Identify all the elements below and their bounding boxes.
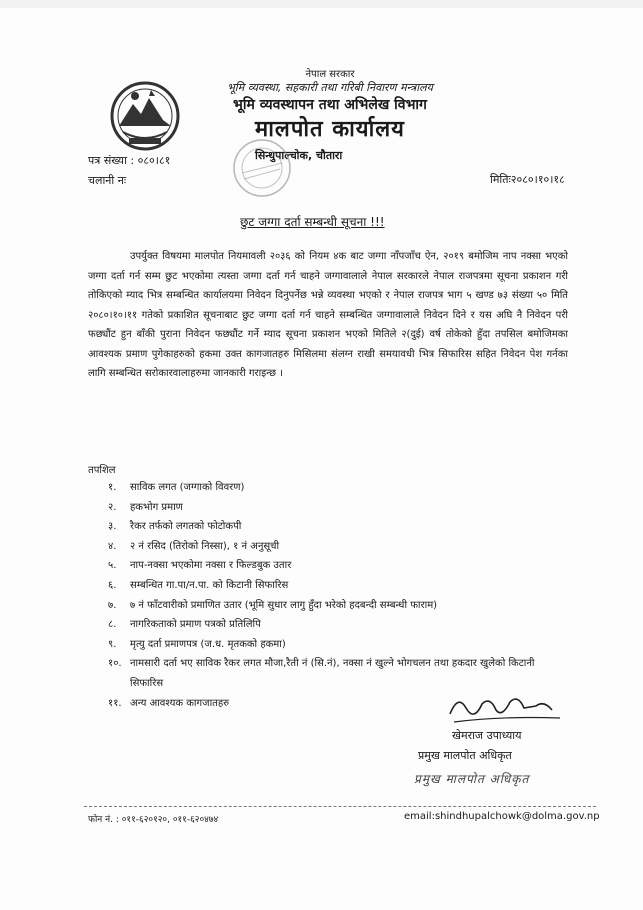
office-title: मालपोत कार्यालय <box>255 117 405 142</box>
office-place: सिन्धुपाल्चोक, चौतारा <box>255 149 343 162</box>
dispatch-number: चलानी नः <box>88 174 127 187</box>
list-title: तपशिल <box>88 465 116 476</box>
list-item: ३. रैकर तर्फको लगतको फोटोकपी <box>108 521 242 533</box>
list-item: ५. नाप-नक्सा भएकोमा नक्सा र फिल्डबुक उतार <box>108 560 292 572</box>
department-label: भूमि व्यवस्थापन तथा अभिलेख विभाग <box>233 97 427 113</box>
list-item: ८. नागरिकताको प्रमाण पत्रको प्रतिलिपि <box>108 619 261 631</box>
list-item: ७. ७ नं फाँटवारीको प्रमाणित उतार (भूमि सुधार लागु हुँदा भरेको हदबन्दी सम्बन्धी फाराम) <box>108 599 438 611</box>
footer-email: email:shindhupalchowk@dolma.gov.np <box>404 811 600 822</box>
notice-body: उपर्युक्त विषयमा मालपोत नियमावली २०३६ को नियम ४क बाट जग्गा नाँपजाँच ऐन, २०१९ बमोजिम नाप नक्सा भएको जग्गा दर्ता गर्न सम्म छुट भएकोमा त्यस्ता जग्गा दर्ता गर्न चाहने जग्गावालाले नेपाल सरकारले नेपाल राजपत्रमा सूचना प्रकाशन गरी तोकिएको म्याद भित्र सम्बन्धित कार्यालयमा निवेदन दिनुपर्नेछ भन्ने व्यवस्था भएको र नेपाल राजपत्र भाग ५ खण्ड ७३ संख्या ५० मिति २०८०।१०।११ गतेको प्रकाशित सूचनाबाट छुट जग्गा दर्ता गर्न चाहने सम्बन्धित जग्गावालाले निवेदन दिने र यस अघि नै निवेदन परी फछ्यौंट हुन बाँकी पुराना निवेदन फछ्यौंट गर्ने म्याद सूचना प्रकाशन भएको मितिले २(दुई) वर्ष तोकेको हुँदा तपसिल बमोजिमका आवश्यक प्रमाण पुगेकाहरुको हकमा उक्त कागजातहरु मिसिलमा संलग्न राखी समयावधी भित्र सिफारिस सहित निवेदन पेश गर्नका लागि सम्बन्धित सरोकारवालाहरुमा जानकारी गराइन्छ । <box>88 251 568 379</box>
list-item: ६. सम्बन्धित गा.पा/न.पा. को किटानी सिफारिस <box>108 579 289 591</box>
government-label: नेपाल सरकार <box>305 69 355 80</box>
footer-phone: फोन नं. : ०११-६२०१२०, ०११-६२०४७४ <box>88 815 219 825</box>
letter-date: मितिः२०८०।१०।१८ <box>490 173 565 186</box>
signatory-title-stamp: प्रमुख मालपोत अधिकृत <box>414 772 530 786</box>
list-item: ११. अन्य आवश्यक कागजातहरु <box>108 697 230 709</box>
list-item: १. साविक लगत (जग्गाको विवरण) <box>108 482 245 493</box>
footer-divider <box>84 806 596 807</box>
signatory-name: खेमराज उपाध्याय <box>452 729 522 742</box>
list-item: १०. नामसारी दर्ता भए साविक रैकर लगत मौजा,रैती नं (सि.नं), नक्सा नं खुल्ने भोगचलन तथा हकदार खुलेको किटानी सिफारिस <box>108 658 535 689</box>
notice-subject: छुट जग्गा दर्ता सम्बन्धी सूचना !!! <box>240 215 385 229</box>
page-top-edge <box>0 0 643 8</box>
list-item: ४. २ नं रसिद (तिरोको निस्सा), १ नं अनुसूची <box>108 540 280 552</box>
signatory-title: प्रमुख मालपोत अधिकृत <box>418 749 512 762</box>
ministry-label: भूमि व्यवस्था, सहकारी तथा गरिबी निवारण मन्त्रालय <box>227 81 433 94</box>
signature-icon <box>440 688 570 728</box>
list-item: २. हकभोग प्रमाण <box>108 501 183 513</box>
list-item: ९. मृत्यु दर्ता प्रमाणपत्र (ज.ध. मृतकको हकमा) <box>108 638 286 650</box>
required-documents-list <box>108 478 568 713</box>
reference-number: पत्र संख्या : ०८०।८१ <box>88 154 171 167</box>
office-stamp-icon <box>212 133 312 203</box>
